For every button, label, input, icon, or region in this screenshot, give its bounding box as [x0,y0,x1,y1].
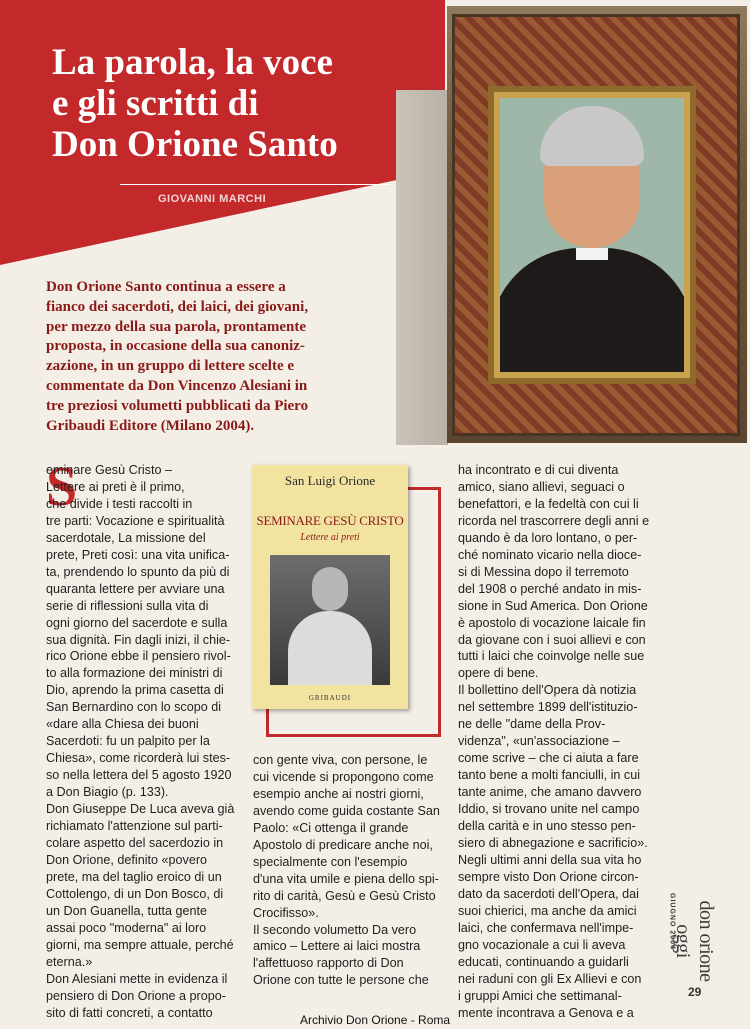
text-line: amico – Lettere ai laici mostra [253,939,421,954]
book-publisher: GRIBAUDI [308,694,352,702]
text-line: avendo come guida costante San [253,803,440,818]
lead-line: tre preziosi volumetti pubblicati da Piero [46,397,309,414]
text-line: nel settembre 1899 dell'istituzio- [458,700,638,715]
portrait-image [500,98,684,372]
text-line: un Don Guanella, tutta gente [46,903,208,918]
text-line: si di Messina dopo il terremoto [458,564,629,579]
text-line: ché nominato vicario nella dioce- [458,547,642,562]
text-line: serie di riflessioni sulla vita di [46,598,209,613]
text-line: della carità e in uno stesso pen- [458,819,636,834]
text-line: da giovane con i suoi allievi e con [458,632,646,647]
text-line: ogni giorno del sacerdote e sulla [46,615,228,630]
portrait-hair [540,106,644,166]
text-line: Lettere ai preti è il primo, [46,479,185,494]
text-line: assai poco "moderna" ai loro [46,920,207,935]
text-line: prete, Preti così: una vita unifica- [46,547,230,562]
text-line: esempio anche ai nostri giorni, [253,786,424,801]
book-photo-face [312,567,348,611]
text-line: opere di bene. [458,666,539,681]
text-line: eminare Gesù Cristo – [46,463,172,477]
portrait-coat [500,248,684,372]
text-line: ha incontrato e di cui diventa [458,463,619,477]
text-line: tante anime, che amano davvero [458,785,642,800]
text-line: prete, ma del taglio eroico di un [46,869,222,884]
lead-line: Don Orione Santo continua a essere a [46,279,286,295]
magazine-logo [668,880,717,982]
lead-line: per mezzo della sua parola, prontamente [46,318,306,335]
text-line: sempre visto Don Orione circon- [458,869,639,884]
author-divider [120,184,390,185]
text-line: rito di carità, Gesù e Gesù Cristo [253,888,436,903]
text-line: Dio, aprendo la prima casetta di [46,683,224,698]
text-line: richiamato l'attenzione sul parti- [46,819,223,834]
text-line: eterna.» [46,954,93,969]
text-line: colare aspetto del sacerdozio in [46,835,224,850]
text-line: a Don Biagio (p. 133). [46,785,169,800]
text-line: benefattori, e la fedeltà con cui li [458,496,639,511]
lead-line: Gribaudi Editore (Milano 2004). [46,417,255,434]
book-photo-figure [288,611,372,685]
text-line: amico, siano allievi, seguaci o [458,479,625,494]
issue-date: GIUGNO 2004 [668,893,676,950]
text-line: Negli ultimi anni della sua vita ho [458,852,642,867]
text-line: to alla formazione dei ministri di [46,666,223,681]
magazine-brand: don orione oggi [672,900,717,982]
lead-line: zazione, in un gruppo di lettere scelte e [46,358,295,375]
text-line: educati, continuando a guidarli [458,954,629,969]
text-line: suoi chierici, ma anche da amici [458,903,637,918]
text-line: quando è da loro lontano, o per- [458,530,638,545]
text-line: tre parti: Vocazione e spiritualità [46,513,225,528]
text-line: con gente viva, con persone, le [253,753,428,767]
text-line: l'affettuoso rapporto di Don [253,956,404,971]
title-line: e gli scritti di [52,83,259,124]
text-line: quaranta lettere per avviare una [46,581,225,596]
body-column-2 [253,752,443,989]
text-line: sua dignità. Fin dagli inizi, il chie- [46,632,231,647]
page-number: 29 [688,985,702,999]
book-photo [270,555,390,685]
text-line: cui vicende si propongono come [253,769,434,784]
text-line: specialmente con l'esempio [253,854,408,869]
archive-footer: Archivio Don Orione - Roma [300,1013,451,1027]
text-line: è apostolo di vocazione laicale fin [458,615,646,630]
text-line: ne delle "dame della Prov- [458,717,606,732]
text-line: i gruppi Amici che settimanal- [458,988,622,1003]
text-line: tutti i laici che coinvolge nelle sue [458,649,645,664]
text-line: ta, prendendo lo spunto da più di [46,564,230,579]
title-line: Don Orione Santo [52,124,338,165]
body-column-3 [458,462,654,1021]
text-line: come scrive – che ci aiuta a fare [458,751,639,766]
book-author: San Luigi Orione [284,473,376,488]
text-line: Don Alesiani mette in evidenza il [46,971,228,986]
text-line: del 1908 o perché andato in mis- [458,581,642,596]
text-line: laici, che confermava nell'impe- [458,920,634,935]
text-line: «dare alla Chiesa dei buoni [46,717,199,732]
text-line: pensiero di Don Orione a propo- [46,988,226,1003]
text-line: videnza", «un'associazione – [458,734,620,749]
book-title: SEMINARE GESÙ CRISTO [256,513,404,528]
text-line: Orione con tutte le persone che [253,973,429,988]
text-line: Il bollettino dell'Opera dà notizia [458,683,637,698]
text-line: Crocifisso». [253,905,319,920]
text-line: Apostolo di predicare anche noi, [253,837,433,852]
text-line: dato da sacerdoti dell'Opera, dai [458,886,639,901]
text-line: siero di abnegazione e sacrificio». [458,835,648,850]
text-line: nei raduni con gli Ex Allievi e con [458,971,642,986]
text-line: Sacerdoti: fu un palpito per la [46,734,210,749]
book-subtitle: Lettere ai preti [300,532,360,543]
text-line: mente incontrava a Genova e a [458,1005,634,1020]
text-line: sione in Sud America. Don Orione [458,598,648,613]
text-line: Chiesa», come ricorderà lui stes- [46,751,231,766]
lead-line: commentate da Don Vincenzo Alesiani in [46,377,308,394]
background-wall [396,90,448,445]
title-line: La parola, la voce [52,42,333,83]
text-line: Don Orione, definito «povero [46,852,208,867]
portrait-collar [576,248,608,260]
text-line: so nella lettera del 5 agosto 1920 [46,768,232,783]
text-line: gno vocazionale a cui li aveva [458,937,626,952]
author-byline: GIOVANNI MARCHI [158,193,267,205]
text-line: sacerdotale, La missione del [46,530,206,545]
text-line: Paolo: «Ci ottenga il grande [253,820,409,835]
text-line: Il secondo volumetto Da vero [253,922,417,937]
text-line: sito di fatti concreti, a contatto [46,1005,213,1020]
text-line: Don Giuseppe De Luca aveva già [46,802,235,817]
text-line: Iddio, si trovano unite nel campo [458,802,640,817]
drop-cap: S [46,456,78,518]
text-line: San Bernardino con lo scopo di [46,700,222,715]
text-line: d'una vita umile e piena dello spi- [253,871,439,886]
lead-line: proposta, in occasione della sua canoniz- [46,338,305,355]
text-line: giorni, ma sempre attuale, perché [46,937,234,952]
body-column-1 [46,456,242,1021]
lead-paragraph [46,278,391,436]
text-line: Cottolengo, di un Don Bosco, di [46,886,224,901]
article-title [52,42,432,165]
text-line: rico Orione ebbe il pensiero rivol- [46,649,231,664]
text-line: che divide i testi raccolti in [46,496,193,511]
text-line: tanto bene a molti fanciulli, in cui [458,768,641,783]
lead-line: fianco dei sacerdoti, dei laici, dei giovani, [46,298,309,315]
text-line: ricorda nel trascorrere degli anni e [458,513,650,528]
